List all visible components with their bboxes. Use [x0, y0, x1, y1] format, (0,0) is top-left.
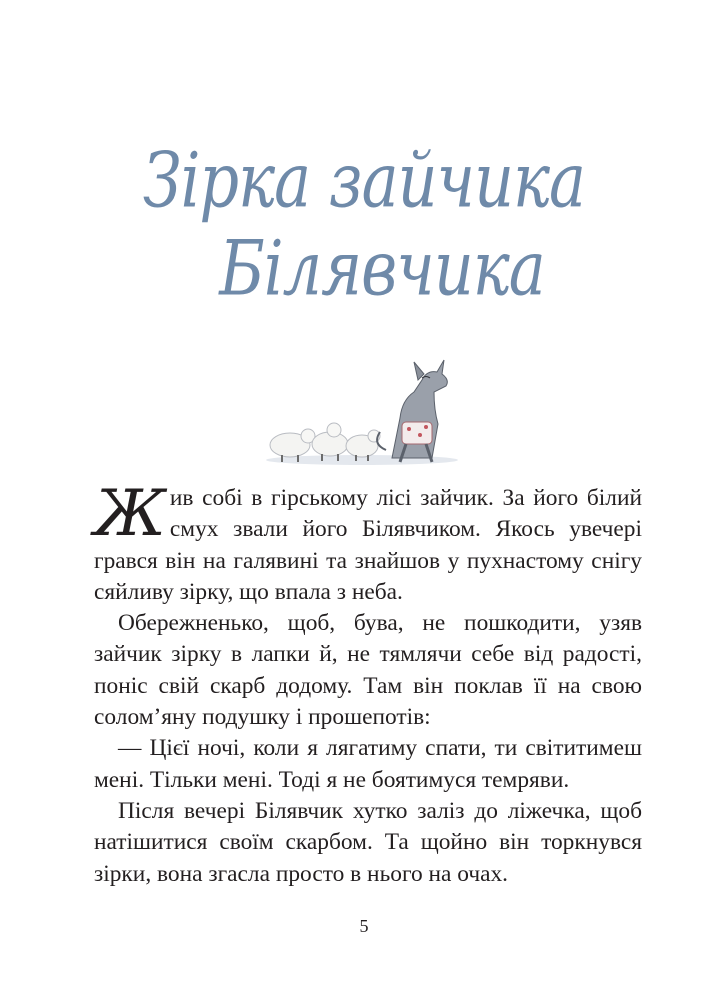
story-text [94, 477, 642, 890]
wolf-icon [377, 360, 447, 462]
paragraph-1 [94, 477, 642, 608]
wolf-and-sheep-illustration [262, 340, 462, 470]
paragraph-2: Обережненько, щоб, бува, не пошкодити, узяв зайчик зірку в лапки й, не тямлячи себе від радості, поніс свій скарб додому. Там він поклав її на свою солом’яну подушку і прошепотів: [94, 610, 642, 731]
paragraph-4: Після вечері Білявчик хутко заліз до ліжечка, щоб натішитися своїм скарбом. Та щойно він торкнувся зірки, вона згасла просто в нього на очах. [94, 797, 642, 887]
paragraph-1-text: ив собі в гірському лісі зайчик. За його білий смух звали його Білявчиком. Якось увечері грався він на галявині та знайшов у пухнастому снігу сяйливу зірку, що впала з неба. [94, 485, 642, 605]
paragraph-3: — Цієї ночі, коли я лягатиму спати, ти світитимеш мені. Тільки мені. Тоді я не боятимуся темряви. [94, 735, 642, 793]
page-number: 5 [359, 916, 369, 936]
chapter-title-line-2: Білявчика [219, 223, 545, 313]
chapter-title-line-1: Зірка зайчика [142, 135, 586, 225]
drop-cap: Ж [94, 477, 166, 551]
